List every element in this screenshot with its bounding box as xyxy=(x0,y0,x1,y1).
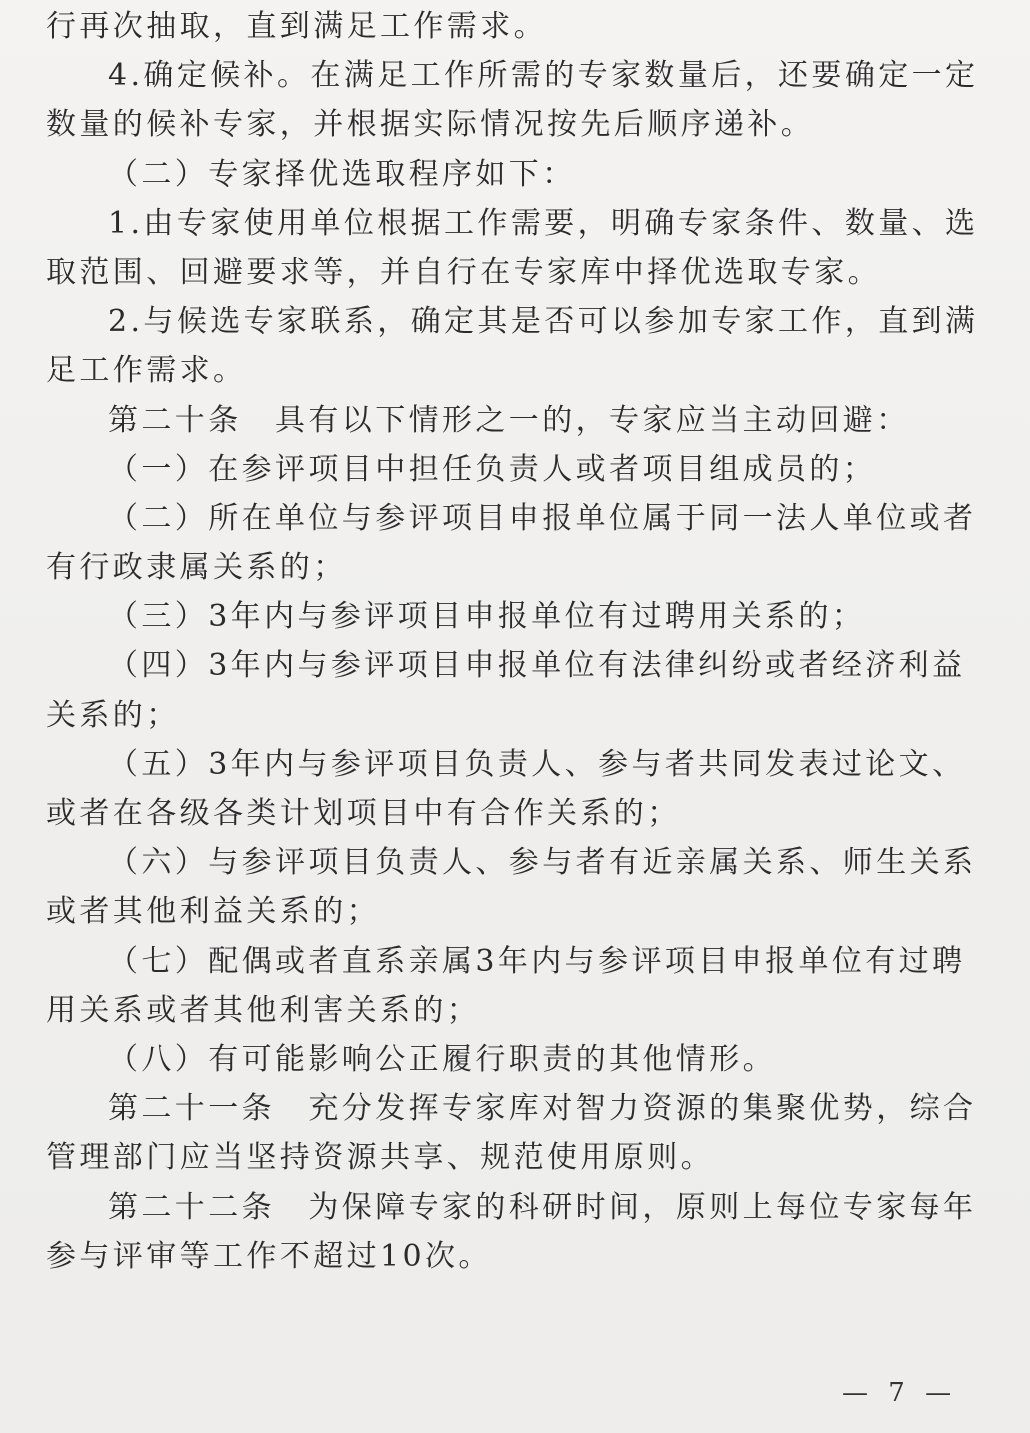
text-line: 用关系或者其他利害关系的； xyxy=(46,992,481,1028)
list-item: （八）有可能影响公正履行职责的其他情形。 xyxy=(108,1041,776,1077)
list-item: （四）3年内与参评项目申报单位有法律纠纷或者经济利益 xyxy=(108,648,966,684)
text-line: （二）专家择优选取程序如下： xyxy=(108,156,576,192)
text-line: 或者其他利益关系的； xyxy=(46,894,380,930)
article-heading: 第二十条 具有以下情形之一的，专家应当主动回避： xyxy=(108,402,910,438)
text-line: 有行政隶属关系的； xyxy=(46,550,347,586)
text-line: 取范围、回避要求等，并自行在专家库中择优选取专家。 xyxy=(46,254,881,290)
article-heading: 第二十一条 充分发挥专家库对智力资源的集聚优势，综合 xyxy=(108,1091,977,1127)
text-line: 足工作需求。 xyxy=(46,353,247,389)
text-line: 或者在各级各类计划项目中有合作关系的； xyxy=(46,796,681,831)
list-item: （六）与参评项目负责人、参与者有近亲属关系、师生关系 xyxy=(108,845,977,881)
text-line: 2.与候选专家联系，确定其是否可以参加专家工作，直到满 xyxy=(108,304,979,340)
list-item: （七）配偶或者直系亲属3年内与参评项目申报单位有过聘 xyxy=(108,943,966,979)
text-line: 行再次抽取，直到满足工作需求。 xyxy=(46,9,547,44)
text-line: 关系的； xyxy=(46,697,180,733)
page-number: — 7 — xyxy=(842,1378,958,1408)
document-body xyxy=(46,2,979,1281)
list-item: （五）3年内与参评项目负责人、参与者共同发表过论文、 xyxy=(108,746,966,782)
text-line: 参与评审等工作不超过10次。 xyxy=(46,1238,492,1274)
list-item: （三）3年内与参评项目申报单位有过聘用关系的； xyxy=(108,599,866,635)
text-line: 1.由专家使用单位根据工作需要，明确专家条件、数量、选 xyxy=(108,205,979,241)
list-item: （二）所在单位与参评项目申报单位属于同一法人单位或者 xyxy=(108,500,977,536)
list-item: （一）在参评项目中担任负责人或者项目组成员的； xyxy=(108,451,877,487)
text-line: 4.确定候补。在满足工作所需的专家数量后，还要确定一定 xyxy=(108,58,979,94)
text-line: 管理部门应当坚持资源共享、规范使用原则。 xyxy=(46,1140,714,1176)
article-heading: 第二十二条 为保障专家的科研时间，原则上每位专家每年 xyxy=(108,1189,977,1225)
text-line: 数量的候补专家，并根据实际情况按先后顺序递补。 xyxy=(46,107,815,143)
